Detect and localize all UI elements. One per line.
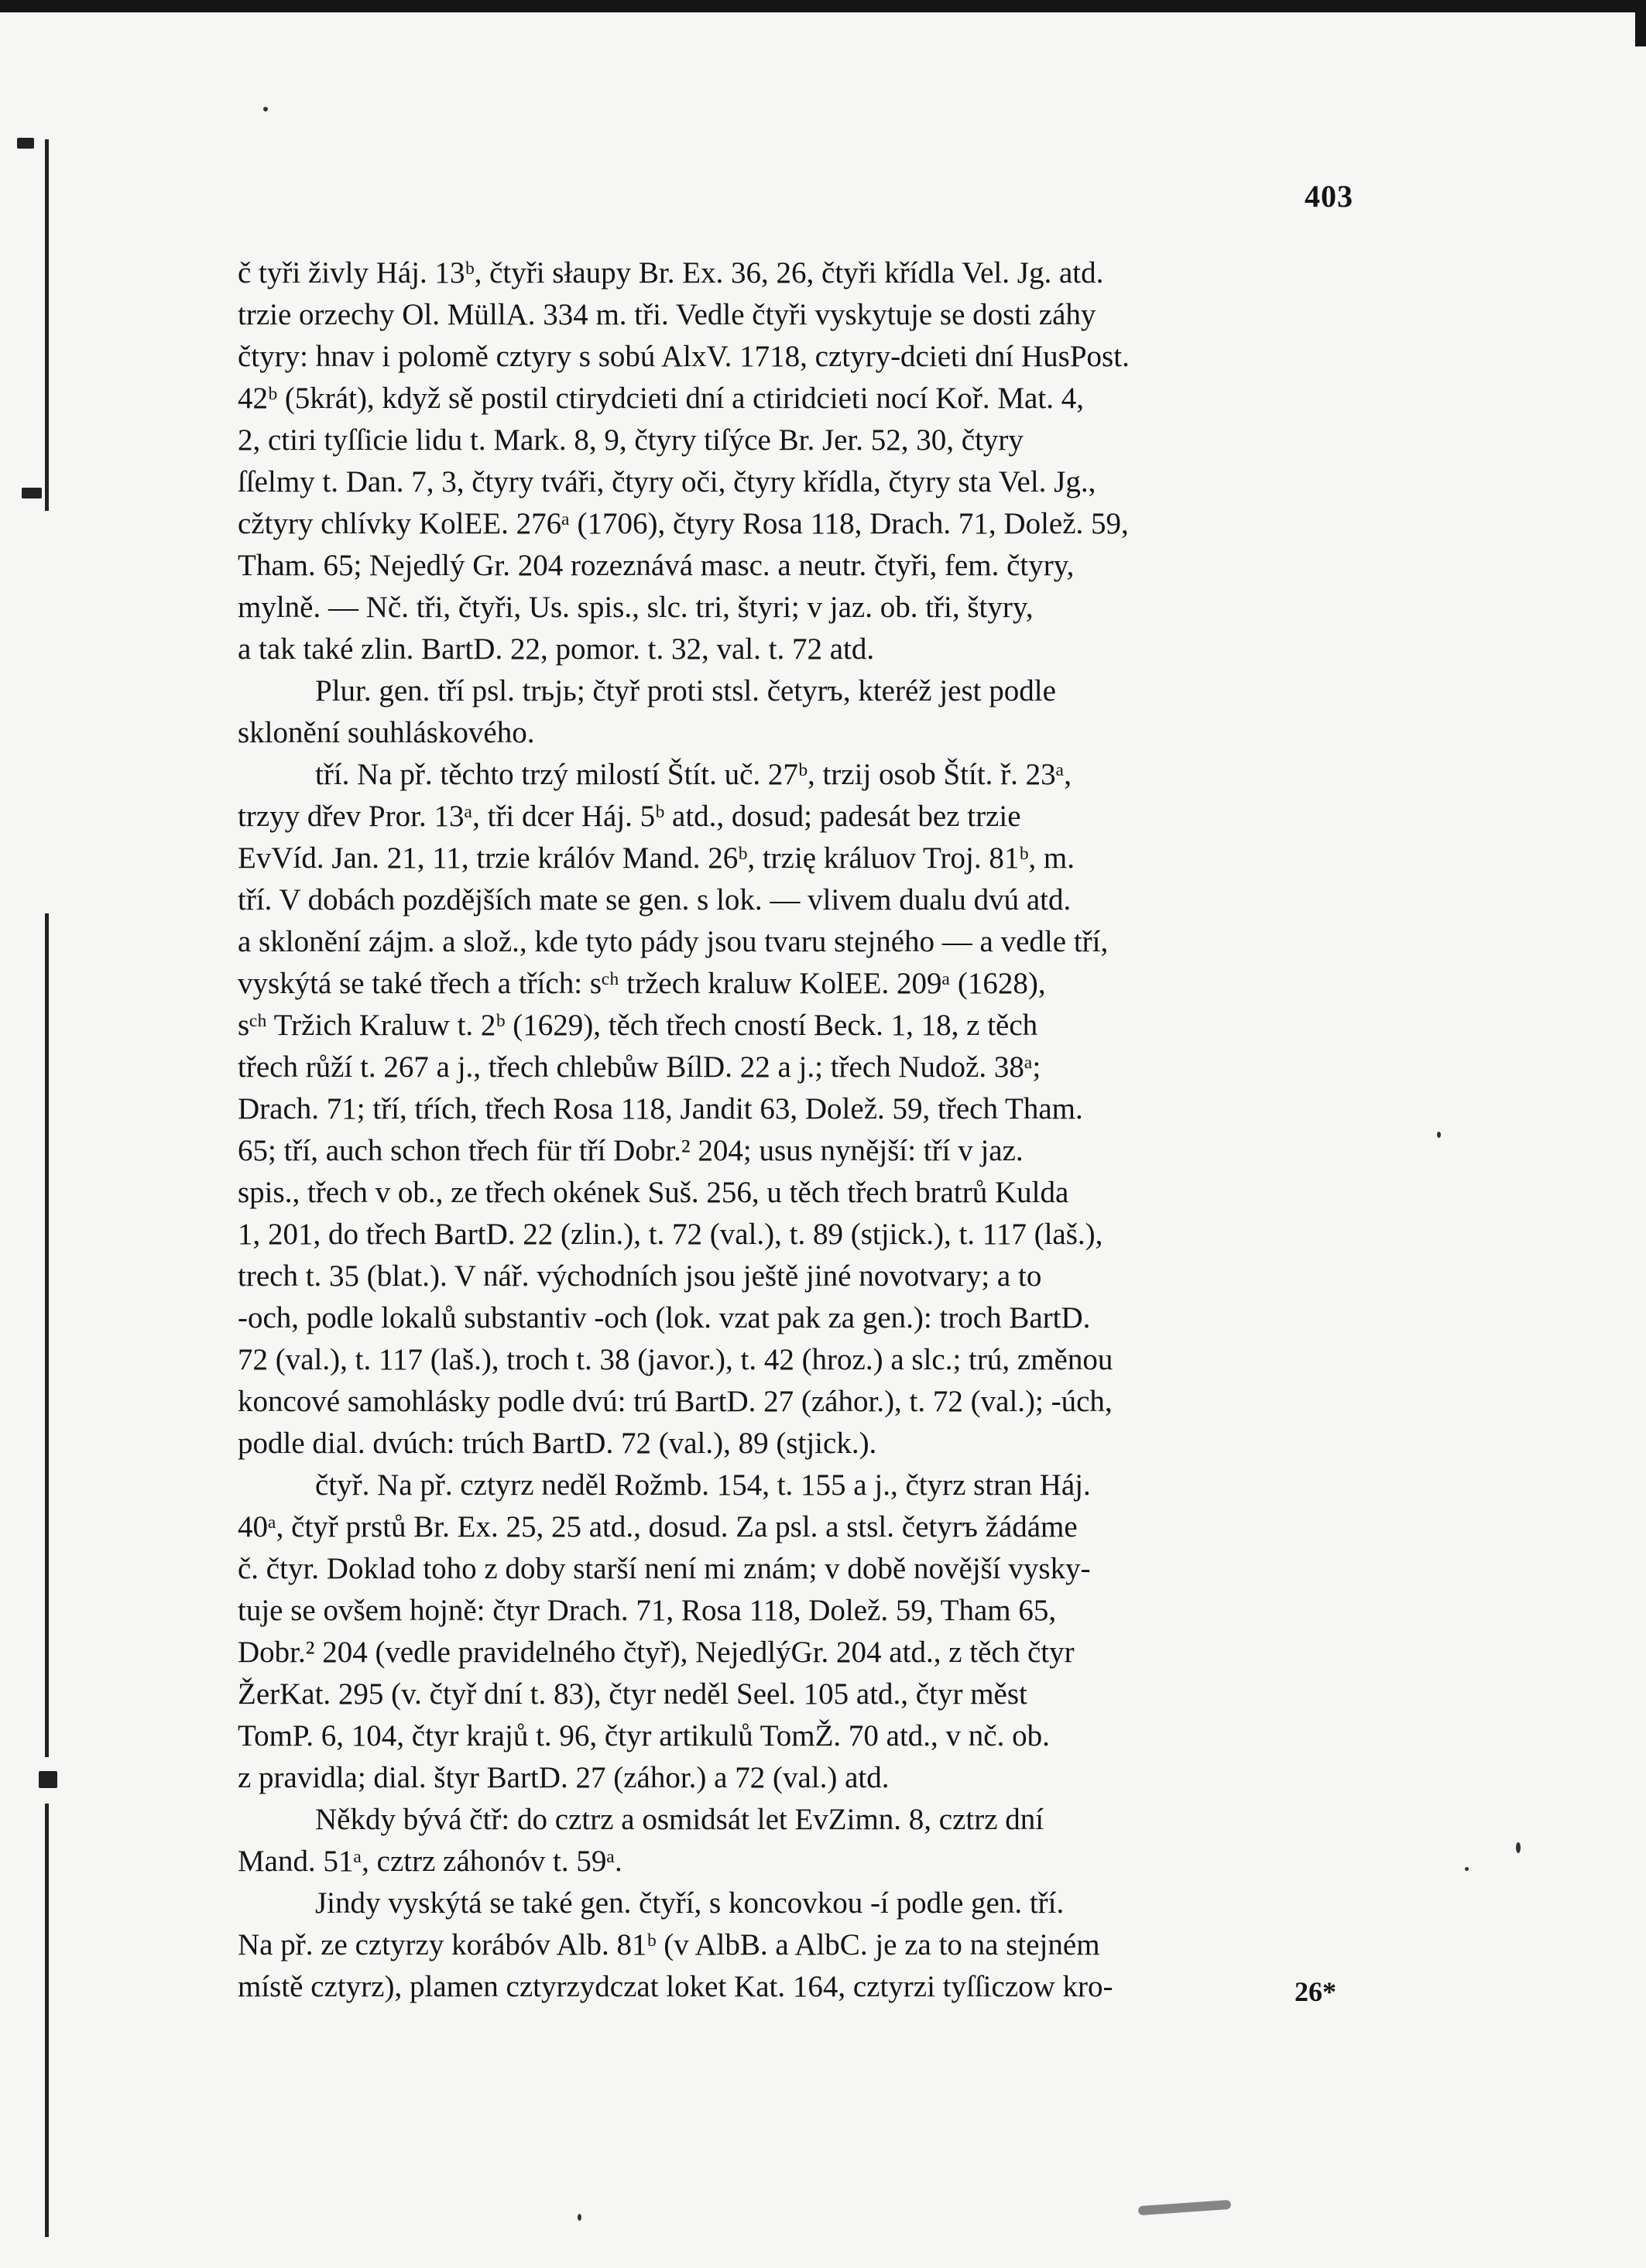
text-line: spis., třech v ob., ze třech okének Suš. 256, u těch třech bratrů Kulda <box>238 1176 1069 1209</box>
text-line: Mand. 51ᵃ, cztrz záhonóv t. 59ᵃ. <box>238 1845 622 1878</box>
text-line: tří. V dobách pozdějších mate se gen. s lok. — vlivem dualu dvú atd. <box>238 883 1072 916</box>
text-line: ŽerKat. 295 (v. čtyř dní t. 83), čtyr neděl Seel. 105 atd., čtyr měst <box>238 1677 1027 1711</box>
scan-top-border <box>0 0 1646 12</box>
page-number: 403 <box>1305 179 1353 214</box>
text-line: tuje se ovšem hojně: čtyr Drach. 71, Rosa 118, Dolež. 59, Tham 65, <box>238 1594 1057 1627</box>
gutter-rule-upper <box>45 139 49 511</box>
gutter-mark-3 <box>39 1771 57 1788</box>
text-line: koncové samohlásky podle dvú: trú BartD. 27 (záhor.), t. 72 (val.); -úch, <box>238 1385 1113 1418</box>
scan-speck <box>578 2214 581 2221</box>
text-line: čtyř. Na př. cztyrz neděl Rožmb. 154, t. 155 a j., čtyrz stran Háj. <box>315 1468 1091 1502</box>
text-line: Jindy vyskýtá se také gen. čtyří, s koncovkou -í podle gen. tří. <box>315 1886 1065 1920</box>
text-line: Plur. gen. tří psl. trьjь; čtyř proti stsl. četyrъ, kteréž jest podle <box>315 674 1056 707</box>
text-line: a sklonění zájm. a slož., kde tyto pády jsou tvaru stejného — a vedle tří, <box>238 925 1109 958</box>
text-line: tří. Na př. těchto trzý milostí Štít. uč. 27ᵇ, trzij osob Štít. ř. 23ᵃ, <box>315 758 1072 791</box>
ink-smudge <box>1138 2200 1232 2215</box>
text-line: 65; tří, auch schon třech für tří Dobr.² 204; usus nynější: tří v jaz. <box>238 1134 1024 1167</box>
text-line: 1, 201, do třech BartD. 22 (zlin.), t. 72 (val.), t. 89 (stjick.), t. 117 (laš.), <box>238 1218 1103 1251</box>
text-line: Na př. ze cztyrzy korábóv Alb. 81ᵇ (v AlbB. a AlbC. je za to na stejném <box>238 1928 1100 1961</box>
gutter-mark-1 <box>17 138 34 149</box>
text-line: a tak také zlin. BartD. 22, pomor. t. 32, val. t. 72 atd. <box>238 632 875 666</box>
text-line: TomP. 6, 104, čtyr krajů t. 96, čtyr artikulů TomŽ. 70 atd., v nč. ob. <box>238 1719 1050 1752</box>
text-line: 40ᵃ, čtyř prstů Br. Ex. 25, 25 atd., dosud. Za psl. a stsl. četyrъ žádáme <box>238 1510 1078 1543</box>
text-line: trech t. 35 (blat.). V nář. východních jsou ještě jiné novotvary; a to <box>238 1259 1042 1293</box>
text-line: č. čtyr. Doklad toho z doby starší není mi znám; v době novější vysky- <box>238 1552 1091 1585</box>
text-line: sᶜʰ Tržich Kraluw t. 2ᵇ (1629), těch třech cností Beck. 1, 18, z těch <box>238 1009 1038 1042</box>
scan-speck <box>1516 1842 1521 1853</box>
text-line: Dobr.² 204 (vedle pravidelného čtyř), NejedlýGr. 204 atd., z těch čtyr <box>238 1636 1075 1669</box>
text-line: 42ᵇ (5krát), když sě postil ctirydcieti dní a ctiridcieti nocí Koř. Mat. 4, <box>238 382 1084 415</box>
text-line: EvVíd. Jan. 21, 11, trzie králóv Mand. 26ᵇ, trzię králuov Troj. 81ᵇ, m. <box>238 841 1075 875</box>
text-line: podle dial. dvúch: trúch BartD. 72 (val.), 89 (stjick.). <box>238 1427 877 1460</box>
gutter-rule-middle <box>45 913 49 1757</box>
text-line: sklonění souhláskového. <box>238 716 535 749</box>
gutter-rule-lower <box>45 1804 49 2237</box>
text-line: č tyři živly Háj. 13ᵇ, čtyři słaupy Br. Ex. 36, 26, čtyři křídla Vel. Jg. atd. <box>238 256 1104 289</box>
scan-right-border <box>1635 0 1646 46</box>
text-line: mylně. — Nč. tři, čtyři, Us. spis., slc. tri, štyri; v jaz. ob. tři, štyry, <box>238 591 1034 624</box>
scan-speck <box>263 107 268 111</box>
text-line: Někdy bývá čtř: do cztrz a osmidsát let EvZimn. 8, cztrz dní <box>315 1803 1044 1836</box>
text-line: 2, ctiri tyſſicie lidu t. Mark. 8, 9, čtyry tiſýce Br. Jer. 52, 30, čtyry <box>238 423 1024 457</box>
text-line: čtyry: hnav i polomě cztyry s sobú AlxV. 1718, cztyry-dcieti dní HusPost. <box>238 340 1130 373</box>
text-line: třech růží t. 267 a j., třech chlebůw BílD. 22 a j.; třech Nudož. 38ᵃ; <box>238 1050 1041 1084</box>
text-line: z pravidla; dial. štyr BartD. 27 (záhor.) a 72 (val.) atd. <box>238 1761 890 1794</box>
scan-speck <box>1465 1867 1469 1871</box>
text-line: ſſelmy t. Dan. 7, 3, čtyry tváři, čtyry oči, čtyry křídla, čtyry sta Vel. Jg., <box>238 465 1096 498</box>
text-line: místě cztyrz), plamen cztyrzydczat loket Kat. 164, cztyrzi tyſſiczow kro- <box>238 1970 1113 2003</box>
gutter-mark-2 <box>22 488 42 498</box>
text-line: Tham. 65; Nejedlý Gr. 204 rozeznává masc. a neutr. čtyři, fem. čtyry, <box>238 549 1075 582</box>
text-line: trzie orzechy Ol. MüllA. 334 m. tři. Vedle čtyři vyskytuje se dosti záhy <box>238 298 1096 331</box>
text-line: Drach. 71; tří, tŕích, třech Rosa 118, Jandit 63, Dolež. 59, třech Tham. <box>238 1092 1083 1125</box>
body-text <box>238 252 1354 2008</box>
text-line: trzyy dřev Pror. 13ᵃ, tři dcer Háj. 5ᵇ atd., dosud; padesát bez trzie <box>238 800 1021 833</box>
signature-mark: 26* <box>1295 1976 1336 2007</box>
text-line: 72 (val.), t. 117 (laš.), troch t. 38 (javor.), t. 42 (hroz.) a slc.; trú, změnou <box>238 1343 1113 1376</box>
text-line: vyskýtá se také třech a třích: sᶜʰ tržech kraluw KolEE. 209ᵃ (1628), <box>238 967 1046 1000</box>
text-line: -och, podle lokalů substantiv -och (lok. vzat pak za gen.): troch BartD. <box>238 1301 1091 1334</box>
scan-speck <box>1437 1132 1441 1138</box>
text-line: cžtyry chlívky KolEE. 276ᵃ (1706), čtyry Rosa 118, Drach. 71, Dolež. 59, <box>238 507 1129 540</box>
